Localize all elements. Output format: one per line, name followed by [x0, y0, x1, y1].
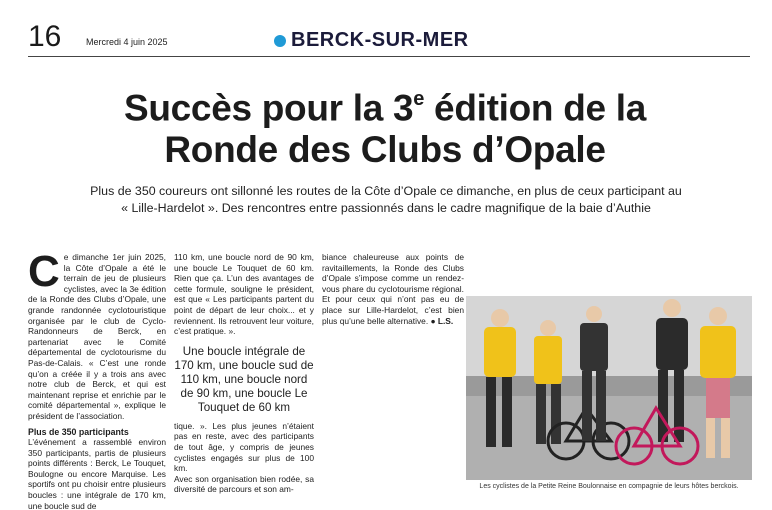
- article-subhead: Plus de 350 participants: [28, 426, 129, 437]
- article-column-2: [174, 252, 314, 495]
- article-column-3: [322, 252, 464, 326]
- headline-line2: Ronde des Clubs d’Opale: [164, 129, 606, 171]
- pull-quote: Une boucle intégrale de 170 km, une boucle sud de 110 km, une boucle nord de 90 km, une boucle Le Touquet de 60 km: [174, 344, 314, 414]
- section-dot-icon: [274, 35, 286, 47]
- standfirst: Plus de 350 coureurs ont sillonné les routes de la Côte d’Opale ce dimanche, en plus de ceux participant au « Lille-Hardelot ». Des rencontres entre passionnés dans le cadre magnifique de la baie d’Authie: [90, 184, 682, 215]
- article-column-1: [28, 247, 166, 510]
- article-photo: [466, 296, 752, 480]
- headline-line1-end: édition de la: [424, 87, 647, 129]
- headline-line1: Succès pour la 3: [123, 87, 414, 129]
- headline: [60, 80, 710, 171]
- cyclists-photo-illustration: [466, 296, 752, 480]
- article-paragraph: tique. ». Les plus jeunes n’étaient pas en reste, avec des participants de tout âge, y compris de jeunes cyclistes engagés sur plus de 100 km.: [174, 420, 314, 474]
- page-number: 16: [28, 20, 62, 53]
- article-paragraph: Avec son organisation bien rodée, sa diversité de parcours et son am-: [174, 473, 314, 495]
- section-name: BERCK-SUR-MER: [291, 29, 469, 51]
- headline-superscript: e: [413, 88, 425, 110]
- article-paragraph: e dimanche 1er juin 2025, la Côte d’Opale a été le terrain de jeu de plusieurs cyclistes, avec la 3e édition de la Ronde des Clubs d’Opale, une grande randonnée cyclotouristique organisée par le club de Cyclo-Randonneurs de Berck, en partenariat avec le Comité départemental de cyclotourisme du Pas-de-Calais. « C’est une ronde qu’on a créée il y a trois ans avec notre club de Berck, et qui est maintenant reprise et enrichie par le comité départemental », explique le président de l’association.: [28, 252, 166, 421]
- article-paragraph: 110 km, une boucle nord de 90 km, une boucle Le Touquet de 60 km. Rien que ça. L’un des avantages de cette formule, souligne le président, est que « Les participants partent du point de départ de leur choix... et y reviennent. Ils retrouvent leur voiture, c’est pratique. ».: [174, 252, 314, 337]
- photo-caption: Les cyclistes de la Petite Reine Boulonnaise en compagnie de leurs hôtes berckois.: [479, 483, 739, 490]
- article-paragraph: biance chaleureuse aux points de ravitaillements, la Ronde des Clubs d’Opale s’impose comme un rendez-vous phare du cyclotourisme régional. Et pour ceux qui n’ont pas eu de place sur Lille-Hardelot, c’est bien plus qu’une belle alternative.: [322, 252, 464, 326]
- dropcap: C: [28, 247, 60, 296]
- author-signature: ● L.S.: [430, 315, 454, 326]
- section-header: [274, 29, 469, 52]
- article-paragraph: L’événement a rassemblé environ 350 participants, partis de plusieurs points différents : Berck, Le Touquet, Boulogne ou encore Marquise. Les sportifs ont pu choisir entre plusieurs boucles : une intégrale de 170 km, une boucle sud de: [28, 437, 166, 510]
- publication-date: Mercredi 4 juin 2025: [86, 37, 168, 47]
- header-rule: [28, 56, 750, 57]
